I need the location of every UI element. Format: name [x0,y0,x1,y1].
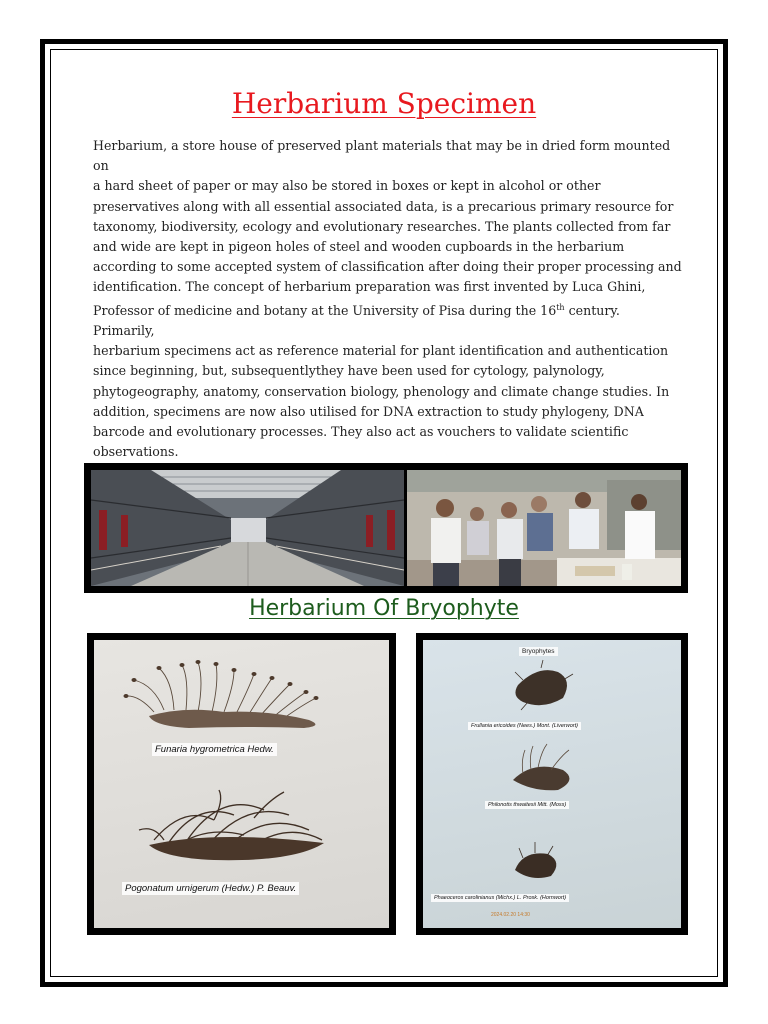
paragraph-line: and wide are kept in pigeon holes of steel and wooden cupboards in the herbarium [93,239,625,255]
paragraph-line: taxonomy, biodiversity, ecology and evolutionary researches. The plants collected from far [93,218,671,234]
bryophyte-specimens-drawing [423,640,681,928]
century-superscript: th [556,302,565,312]
paragraph-line: addition, specimens are now also utilised for DNA extraction to study phylogeny, DNA [93,403,644,419]
paragraph-line: observations. [93,444,179,460]
page-title: Herbarium Specimen [231,87,537,120]
paragraph-line: identification. The concept of herbarium preparation was first invented by Luca Ghini, [93,279,646,295]
herbarium-hall-photo [91,470,404,586]
specimen-label-funaria: Funaria hygrometrica Hedw. [152,743,277,756]
specimen-card [423,640,681,928]
specimen-label-pogonatum: Pogonatum urnigerum (Hedw.) P. Beauv. [122,882,299,895]
paragraph-line: preservatives along with all essential associated data, is a precarious primary resource for [93,198,674,214]
specimen-sheet-right [416,633,688,935]
section-subtitle: Herbarium Of Bryophyte [249,596,519,621]
intro-paragraph [93,136,683,462]
specimen-label-phaeoceros: Phaeoceros carolinianus (Michx.) L. Prosk. (Hornwort) [431,894,569,902]
specimen-label-frullania: Frullania ericoides (Nees.) Mont. (Liverwort) [468,722,581,730]
paragraph-line: phytogeography, anatomy, conservation biology, phenology and climate change studies. In [93,383,670,399]
paragraph-line: barcode and evolutionary processes. They also act as vouchers to validate scientific [93,424,629,440]
paragraph-line: since beginning, but, subsequentlythey have been used for cytology, palynology, [93,363,605,379]
paragraph-line: Herbarium, a store house of preserved plant materials that may be in dried form mounted on [93,138,671,174]
photo-strip [84,463,688,593]
hall-illustration [91,470,404,586]
paragraph-line: according to some accepted system of classification after doing their proper processing and [93,259,682,275]
lab-illustration [407,470,681,586]
paragraph-line: a hard sheet of paper or may also be stored in boxes or kept in alcohol or other [93,178,601,194]
paragraph-line: herbarium specimens act as reference material for plant identification and authentication [93,343,669,359]
photo-timestamp: 2024.02.20 14:30 [491,912,530,918]
paragraph-line: Professor of medicine and botany at the University of Pisa during the 16 [93,302,557,318]
specimen-label-philonotis: Philonotis thwaitesii Mitt. (Moss) [485,801,569,809]
paragraph-line-tail: century. Primarily, [93,302,620,339]
specimen-card [94,640,389,928]
specimen-sheet-left [87,633,396,935]
lab-visit-photo [407,470,681,586]
specimen-heading: Bryophytes [519,647,558,656]
